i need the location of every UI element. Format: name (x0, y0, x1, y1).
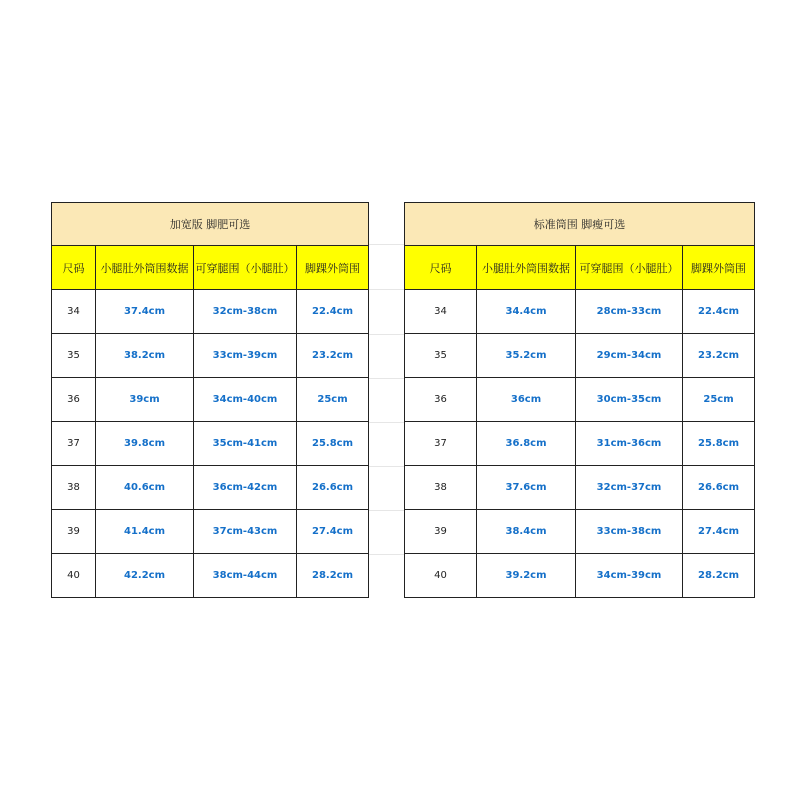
ankle-value: 25.8cm (683, 422, 755, 466)
separator-gridline (369, 289, 404, 290)
calf-value: 35.2cm (477, 334, 576, 378)
table-row (405, 378, 755, 422)
size-cell: 39 (405, 510, 477, 554)
header-calf-circumference: 小腿肚外筒围数据 (96, 246, 194, 290)
calf-value: 37.4cm (96, 290, 194, 334)
ankle-value: 27.4cm (297, 510, 369, 554)
leg-range-value: 29cm-34cm (576, 334, 683, 378)
ankle-value: 27.4cm (683, 510, 755, 554)
calf-value: 37.6cm (477, 466, 576, 510)
ankle-value: 25cm (683, 378, 755, 422)
table-row (52, 290, 369, 334)
header-wearable-leg-range: 可穿腿围（小腿肚） (194, 246, 297, 290)
table-row (52, 378, 369, 422)
leg-range-value: 30cm-35cm (576, 378, 683, 422)
separator-gridline (369, 244, 404, 245)
calf-value: 40.6cm (96, 466, 194, 510)
header-ankle-circumference: 脚踝外筒围 (683, 246, 755, 290)
leg-range-value: 31cm-36cm (576, 422, 683, 466)
calf-value: 39.8cm (96, 422, 194, 466)
table-row (405, 466, 755, 510)
leg-range-value: 38cm-44cm (194, 554, 297, 598)
calf-value: 36.8cm (477, 422, 576, 466)
calf-value: 34.4cm (477, 290, 576, 334)
size-cell: 35 (52, 334, 96, 378)
column-separator (369, 202, 404, 598)
leg-range-value: 37cm-43cm (194, 510, 297, 554)
table-title: 标准筒围 脚瘦可选 (405, 203, 755, 246)
table-row (405, 554, 755, 598)
leg-range-value: 34cm-39cm (576, 554, 683, 598)
ankle-value: 28.2cm (683, 554, 755, 598)
table-row (405, 510, 755, 554)
ankle-value: 26.6cm (297, 466, 369, 510)
leg-range-value: 36cm-42cm (194, 466, 297, 510)
calf-value: 38.4cm (477, 510, 576, 554)
ankle-value: 25.8cm (297, 422, 369, 466)
ankle-value: 22.4cm (683, 290, 755, 334)
ankle-value: 28.2cm (297, 554, 369, 598)
table-title: 加宽版 脚肥可选 (52, 203, 369, 246)
header-size: 尺码 (52, 246, 96, 290)
leg-range-value: 28cm-33cm (576, 290, 683, 334)
table-row (52, 466, 369, 510)
calf-value: 39.2cm (477, 554, 576, 598)
size-cell: 38 (405, 466, 477, 510)
size-cell: 35 (405, 334, 477, 378)
size-table-standard (404, 202, 755, 598)
header-row (52, 246, 369, 290)
size-cell: 36 (405, 378, 477, 422)
ankle-value: 23.2cm (683, 334, 755, 378)
size-table-wide (51, 202, 369, 598)
leg-range-value: 33cm-39cm (194, 334, 297, 378)
table-row (405, 290, 755, 334)
separator-gridline (369, 510, 404, 511)
ankle-value: 26.6cm (683, 466, 755, 510)
leg-range-value: 33cm-38cm (576, 510, 683, 554)
leg-range-value: 34cm-40cm (194, 378, 297, 422)
header-wearable-leg-range: 可穿腿围（小腿肚） (576, 246, 683, 290)
header-ankle-circumference: 脚踝外筒围 (297, 246, 369, 290)
ankle-value: 23.2cm (297, 334, 369, 378)
leg-range-value: 35cm-41cm (194, 422, 297, 466)
size-cell: 40 (52, 554, 96, 598)
size-cell: 36 (52, 378, 96, 422)
size-cell: 40 (405, 554, 477, 598)
size-cell: 34 (405, 290, 477, 334)
separator-gridline (369, 466, 404, 467)
calf-value: 42.2cm (96, 554, 194, 598)
calf-value: 36cm (477, 378, 576, 422)
ankle-value: 25cm (297, 378, 369, 422)
separator-gridline (369, 378, 404, 379)
leg-range-value: 32cm-37cm (576, 466, 683, 510)
calf-value: 38.2cm (96, 334, 194, 378)
size-cell: 37 (52, 422, 96, 466)
header-calf-circumference: 小腿肚外筒围数据 (477, 246, 576, 290)
table-row (52, 554, 369, 598)
separator-gridline (369, 334, 404, 335)
table-row (52, 334, 369, 378)
header-row (405, 246, 755, 290)
header-size: 尺码 (405, 246, 477, 290)
calf-value: 41.4cm (96, 510, 194, 554)
calf-value: 39cm (96, 378, 194, 422)
leg-range-value: 32cm-38cm (194, 290, 297, 334)
size-cell: 38 (52, 466, 96, 510)
size-cell: 39 (52, 510, 96, 554)
separator-gridline (369, 554, 404, 555)
table-row (405, 334, 755, 378)
ankle-value: 22.4cm (297, 290, 369, 334)
size-cell: 34 (52, 290, 96, 334)
table-row (405, 422, 755, 466)
separator-gridline (369, 422, 404, 423)
size-cell: 37 (405, 422, 477, 466)
table-row (52, 510, 369, 554)
table-row (52, 422, 369, 466)
